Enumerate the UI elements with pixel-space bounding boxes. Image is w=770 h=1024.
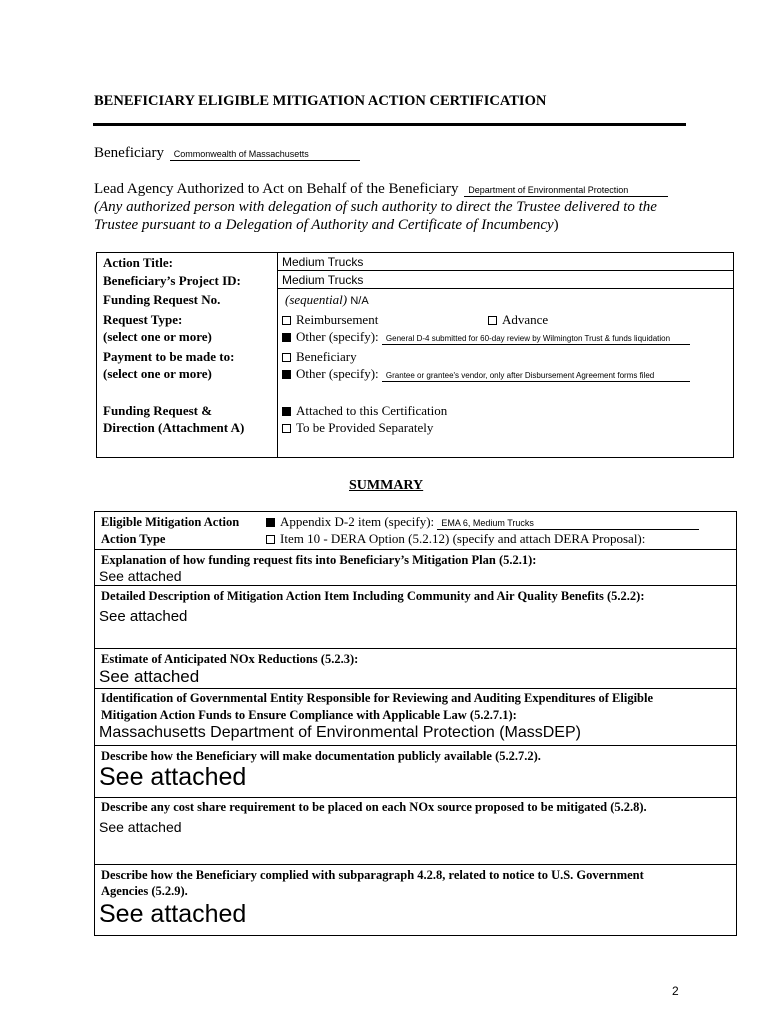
request-other-label: Other (specify):: [296, 329, 379, 344]
payment-other-row: [97, 366, 733, 384]
attached-label: Attached to this Certification: [296, 403, 448, 418]
request-other-checkbox[interactable]: [282, 333, 291, 342]
beneficiary-label: Beneficiary: [94, 145, 164, 161]
payment-beneficiary-option[interactable]: [282, 349, 357, 365]
q-government-notice-2: Agencies (5.2.9).: [101, 884, 188, 898]
request-type-row: [97, 312, 733, 330]
q-public-documentation: Describe how the Beneficiary will make documentation publicly available (5.2.7.2).: [101, 749, 541, 763]
request-other-field[interactable]: General D-4 submitted for 60-day review by Wilmington Trust & funds liquidation: [382, 333, 690, 345]
reimbursement-option[interactable]: [282, 312, 378, 328]
payment-other-checkbox[interactable]: [282, 370, 291, 379]
q-cost-share: Describe any cost share requirement to be placed on each NOx source proposed to be mitigated (5.2.8).: [101, 800, 647, 814]
advance-option[interactable]: [488, 312, 548, 328]
project-id-label: Beneficiary’s Project ID:: [103, 273, 241, 288]
lead-agency-note-close: ): [553, 217, 559, 233]
project-id-row: [97, 273, 733, 291]
payment-other-option[interactable]: [282, 366, 690, 382]
appendix-label: Appendix D-2 item (specify):: [280, 514, 435, 529]
summary-heading: SUMMARY: [349, 478, 424, 493]
funding-no-field[interactable]: [285, 292, 369, 308]
payment-beneficiary-checkbox[interactable]: [282, 353, 291, 362]
reimbursement-checkbox[interactable]: [282, 316, 291, 325]
payment-label: Payment to be made to:: [103, 349, 235, 364]
payment-sub: (select one or more): [103, 366, 212, 381]
action-title-label: Action Title:: [103, 255, 173, 270]
summary-table: [94, 511, 737, 936]
summary-row-line: [95, 688, 736, 689]
summary-row-line: [95, 585, 736, 586]
appendix-option[interactable]: [266, 514, 699, 530]
lead-agency-note-2-text: Trustee pursuant to a Delegation of Authority and Certificate of Incumbency: [94, 217, 554, 233]
funding-no-hint: (sequential): [285, 292, 348, 307]
a-mitigation-plan[interactable]: See attached: [99, 568, 182, 584]
payment-beneficiary-label: Beneficiary: [296, 349, 357, 364]
q-governmental-entity-2: Mitigation Action Funds to Ensure Compliance with Applicable Law (5.2.7.1):: [101, 708, 517, 722]
funding-direction-sub: Direction (Attachment A): [103, 420, 245, 435]
a-government-notice[interactable]: See attached: [99, 900, 247, 928]
a-governmental-entity[interactable]: Massachusetts Department of Environmental Protection (MassDEP): [99, 724, 581, 741]
item10-label: Item 10 - DERA Option (5.2.12) (specify and attach DERA Proposal):: [280, 531, 646, 546]
q-government-notice-1: Describe how the Beneficiary complied with subparagraph 4.2.8, related to notice to U.S. Government: [101, 868, 644, 882]
separately-option[interactable]: [282, 420, 433, 436]
request-other-option[interactable]: [282, 329, 690, 345]
funding-no-label: Funding Request No.: [103, 292, 221, 307]
funding-direction-row: [97, 403, 733, 421]
action-table: [96, 252, 734, 458]
q-nox-reductions: Estimate of Anticipated NOx Reductions (5.2.3):: [101, 652, 359, 666]
lead-agency-row: [94, 181, 668, 198]
ema-label: Eligible Mitigation Action: [101, 515, 240, 529]
lead-agency-note-1: (Any authorized person with delegation of such authority to direct the Trustee delivered to the: [94, 199, 657, 215]
advance-label: Advance: [502, 312, 549, 327]
payment-row: [97, 349, 733, 367]
q-detailed-description: Detailed Description of Mitigation Action Item Including Community and Air Quality Benefits (5.2.2):: [101, 589, 645, 603]
beneficiary-field[interactable]: Commonwealth of Massachusetts: [170, 149, 360, 161]
request-type-sub: (select one or more): [103, 329, 212, 344]
request-type-label: Request Type:: [103, 312, 183, 327]
a-detailed-description[interactable]: See attached: [99, 608, 188, 625]
request-type-other-row: [97, 329, 733, 347]
payment-other-label: Other (specify):: [296, 366, 379, 381]
action-title-value[interactable]: Medium Trucks: [282, 255, 364, 269]
project-id-value[interactable]: Medium Trucks: [282, 273, 364, 287]
attached-checkbox[interactable]: [282, 407, 291, 416]
summary-row-line: [95, 549, 736, 550]
action-title-row: [97, 255, 733, 273]
page-number: 2: [672, 984, 679, 998]
lead-agency-note-2: [94, 217, 559, 234]
q-mitigation-plan: Explanation of how funding request fits into Beneficiary’s Mitigation Plan (5.2.1):: [101, 553, 537, 567]
attached-option[interactable]: [282, 403, 447, 419]
summary-row-line: [95, 648, 736, 649]
appendix-field[interactable]: EMA 6, Medium Trucks: [437, 518, 699, 530]
summary-row-line: [95, 745, 736, 746]
payment-other-field[interactable]: Grantee or grantee's vendor, only after Disbursement Agreement forms filed: [382, 370, 690, 382]
funding-no-row: [97, 292, 733, 310]
separately-label: To be Provided Separately: [296, 420, 434, 435]
title-rule: [93, 123, 686, 126]
advance-checkbox[interactable]: [488, 316, 497, 325]
lead-agency-label: Lead Agency Authorized to Act on Behalf of the Beneficiary: [94, 181, 459, 197]
funding-no-value: N/A: [350, 295, 369, 307]
a-public-documentation[interactable]: See attached: [99, 763, 247, 791]
item10-checkbox[interactable]: [266, 535, 275, 544]
lead-agency-field[interactable]: Department of Environmental Protection: [464, 185, 668, 197]
document-title: BENEFICIARY ELIGIBLE MITIGATION ACTION CERTIFICATION: [94, 93, 547, 109]
beneficiary-row: [94, 145, 360, 162]
separately-checkbox[interactable]: [282, 424, 291, 433]
a-cost-share[interactable]: See attached: [99, 819, 182, 835]
funding-direction-label: Funding Request &: [103, 403, 213, 418]
funding-direction-sub-row: [97, 420, 733, 438]
appendix-checkbox[interactable]: [266, 518, 275, 527]
a-nox-reductions[interactable]: See attached: [99, 667, 200, 686]
q-governmental-entity-1: Identification of Governmental Entity Responsible for Reviewing and Auditing Expenditures of Eligible: [101, 691, 654, 705]
item10-option[interactable]: [266, 531, 645, 547]
ema-type-label: Action Type: [101, 532, 166, 546]
summary-row-line: [95, 797, 736, 798]
reimbursement-label: Reimbursement: [296, 312, 379, 327]
summary-row-line: [95, 864, 736, 865]
